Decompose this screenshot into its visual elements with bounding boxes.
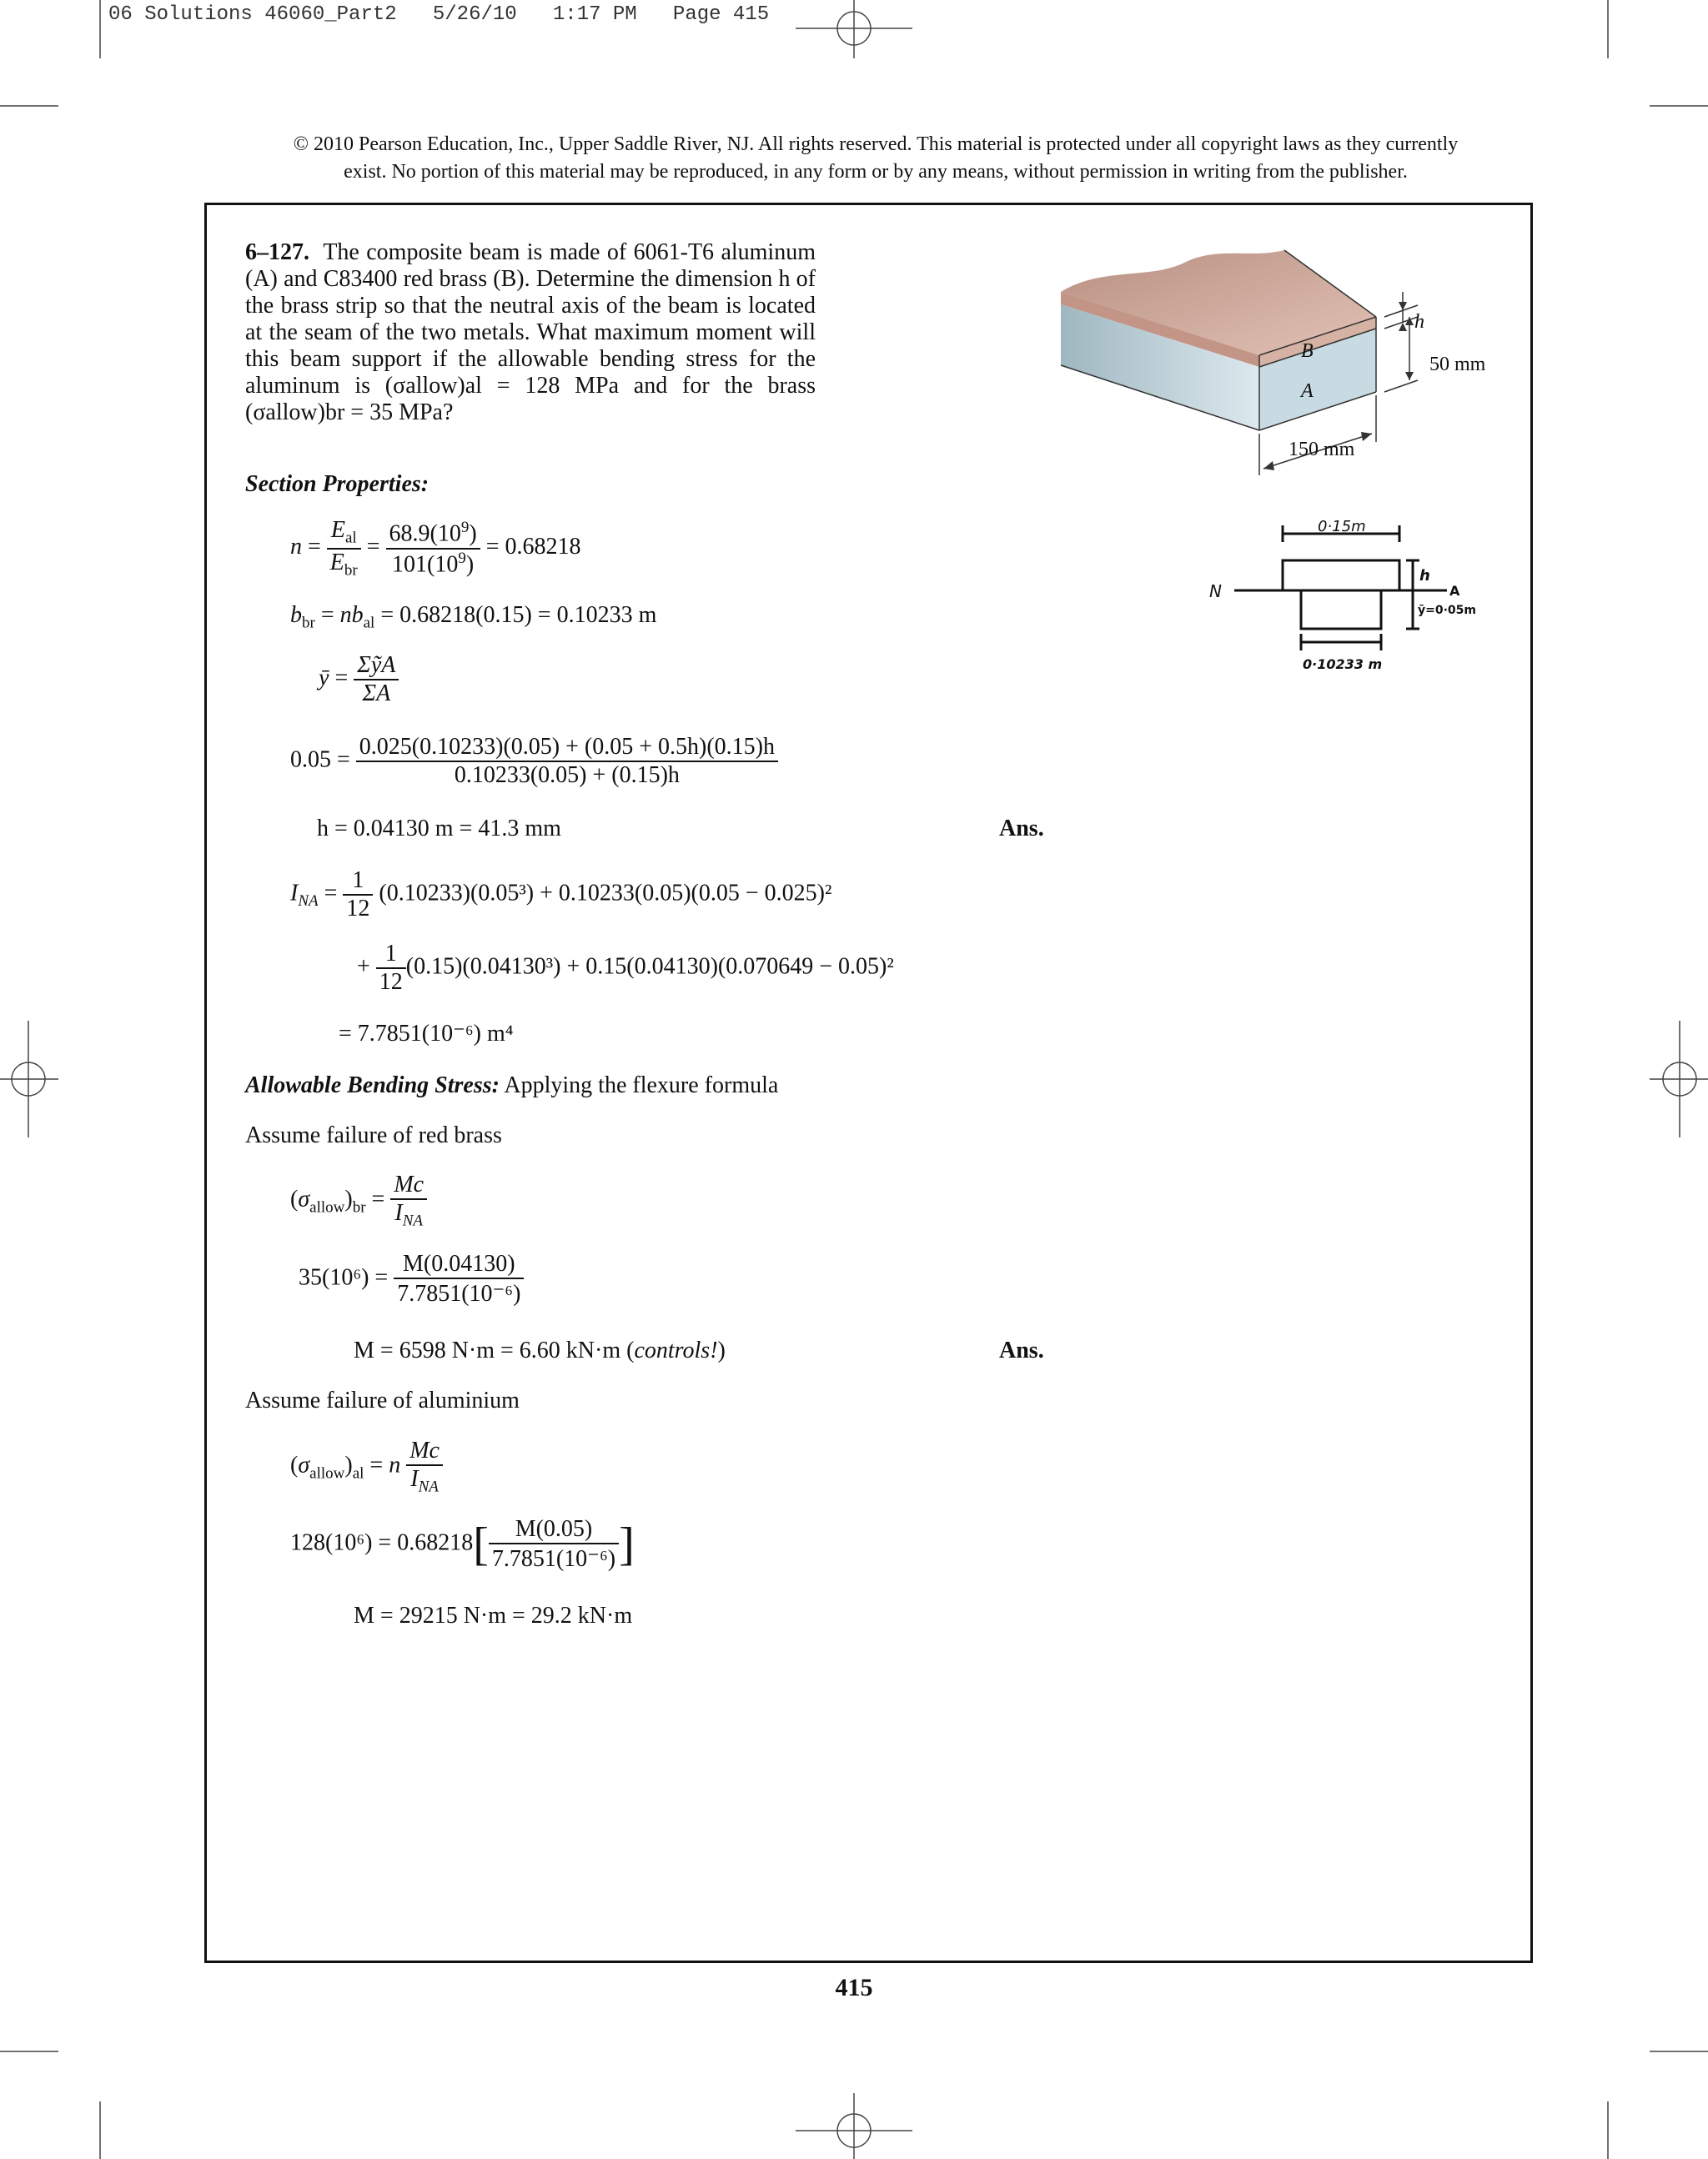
equation-n: n = $\frac{E_{al}}{E_{br}}$ = $\frac{68.9(10^9)}{101(10^9)}$ = 0.68218 xyxy=(290,517,581,580)
allowable-text: Applying the flexure formula xyxy=(504,1072,779,1098)
assume-aluminium: Assume failure of aluminium xyxy=(245,1388,520,1413)
equation-ybar-def: ȳ = $\frac{\text{ΣỹA}}{\Sigma A}$ xyxy=(319,652,399,707)
ans-label-m: Ans. xyxy=(999,1338,1044,1363)
equation-brass-sub xyxy=(299,1251,524,1308)
problem-text: The composite beam is made of 6061-T6 aluminum (A) and C83400 red brass (B). Determine the dimension h of the brass strip so that the neutral axis of the beam is located at the seam of the two metals. What maximum moment will this beam support if the allowable bending stress for the aluminum is (σallow)al = 128 MPa and for the brass (σallow)br = 35 MPa? xyxy=(245,239,816,425)
copyright-notice xyxy=(200,131,1551,186)
sketch-top-dim: 0·15m xyxy=(1318,518,1366,535)
h-result: h = 0.04130 m = 41.3 mm xyxy=(317,816,561,841)
brass-den: I xyxy=(394,1200,403,1226)
sketch-n-label: N xyxy=(1209,581,1222,601)
eq005-den: 0.10233(0.05) + (0.15)h xyxy=(454,762,680,788)
print-slug: 06 Solutions 46060_Part2 5/26/10 1:17 PM Page 415 xyxy=(108,3,770,26)
equation-bbr: $b_{br} = nb_{al} = 0.68218(0.15) = 0.10233$ m xyxy=(290,602,657,632)
dim-h-label: h xyxy=(1414,311,1424,333)
problem-statement xyxy=(245,239,816,426)
composite-beam-figure xyxy=(1051,233,1501,484)
sketch-h-label: h xyxy=(1419,567,1430,585)
equation-ina-line2: + $\frac{1}{12}$ (0.15)(0.04130³) + 0.15(0.04130)(0.070649 − 0.05)² xyxy=(357,941,894,995)
al-num: Mc xyxy=(406,1438,443,1466)
equation-al-def: $(\sigma_{allow})_{al} = n$ $\frac{Mc}{I_{NA}}$ xyxy=(290,1438,443,1497)
eq005-lhs: 0.05 = xyxy=(290,746,350,773)
problem-number: 6–127. xyxy=(245,239,309,265)
n-result: = 0.68218 xyxy=(485,534,581,560)
brass-lhs: 35(10⁶) = xyxy=(299,1264,389,1291)
equation-brass-def: $(\sigma_{allow})_{br}$ = $\frac{Mc}{I_{NA}}$ xyxy=(290,1172,427,1231)
transformed-section-sketch xyxy=(1201,517,1476,684)
equation-ybar-sub xyxy=(290,734,778,789)
copyright-line-2: exist. No portion of this material may be reproduced, in any form or by any means, without permission in writing from the publisher. xyxy=(344,161,1408,183)
page-number: 415 xyxy=(835,1974,873,2001)
n-num-e: E xyxy=(330,517,345,543)
n-num: 68.9(10 xyxy=(389,520,461,547)
section-properties-heading: Section Properties: xyxy=(245,471,430,497)
brass-sub-num: M(0.04130) xyxy=(394,1251,524,1279)
ina-line1: (0.10233)(0.05³) + 0.10233(0.05)(0.05 − 0.025)² xyxy=(379,880,832,906)
m1-text: M = 6598 N·m = 6.60 kN·m ( xyxy=(354,1338,635,1363)
ybar-den: ΣA xyxy=(362,680,391,706)
sketch-ybar-label: ȳ=0·05m xyxy=(1418,604,1476,617)
brass-num: Mc xyxy=(390,1172,427,1200)
bbr-value: = 0.68218(0.15) = 0.10233 m xyxy=(380,602,657,628)
dim-150mm-label: 150 mm xyxy=(1289,439,1355,460)
material-b-label: B xyxy=(1301,340,1314,362)
sketch-a-label: A xyxy=(1449,583,1460,599)
ina-line2: (0.15)(0.04130³) + 0.15(0.04130)(0.070649 − 0.05)² xyxy=(405,953,894,980)
allowable-stress-heading xyxy=(245,1072,778,1099)
al-den: I xyxy=(410,1466,419,1492)
equation-al-sub: 128(10⁶) = 0.68218[ $\frac{M(0.05)}{\text{7.7851(10⁻⁶)}}$ ] xyxy=(290,1516,635,1572)
ybar-num: ΣỹA xyxy=(354,652,399,680)
ina-result: = 7.7851(10⁻⁶) m⁴ xyxy=(339,1021,514,1047)
al-sub-den: 7.7851(10⁻⁶) xyxy=(491,1546,616,1572)
material-a-label: A xyxy=(1301,380,1314,402)
assume-brass: Assume failure of red brass xyxy=(245,1122,502,1148)
allowable-heading: Allowable Bending Stress: xyxy=(245,1072,500,1098)
dim-50mm-label: 50 mm xyxy=(1429,354,1486,375)
m1-end: ) xyxy=(717,1338,726,1363)
brass-sub-den: 7.7851(10⁻⁶) xyxy=(397,1281,521,1307)
m1-controls: controls! xyxy=(634,1338,718,1363)
moment-result-al: M = 29215 N·m = 29.2 kN·m xyxy=(354,1603,633,1629)
copyright-line-1: © 2010 Pearson Education, Inc., Upper Saddle River, NJ. All rights reserved. This material is protected under all copyright laws as they currently xyxy=(293,133,1459,155)
ans-label-h: Ans. xyxy=(999,816,1044,841)
eq005-num: 0.025(0.10233)(0.05) + (0.05 + 0.5h)(0.15)h xyxy=(356,734,778,762)
sketch-bottom-dim: 0·10233 m xyxy=(1303,656,1383,672)
al-lhs: 128(10⁶) = 0.68218 xyxy=(290,1529,474,1556)
n-den: 101(10 xyxy=(392,550,459,577)
moment-result-brass xyxy=(354,1338,726,1364)
al-sub-num: M(0.05) xyxy=(489,1516,619,1544)
equation-ina-line1: $I_{NA}$ = $\frac{1}{12}$ (0.10233)(0.05³) + 0.10233(0.05)(0.05 − 0.025)² xyxy=(290,867,832,921)
